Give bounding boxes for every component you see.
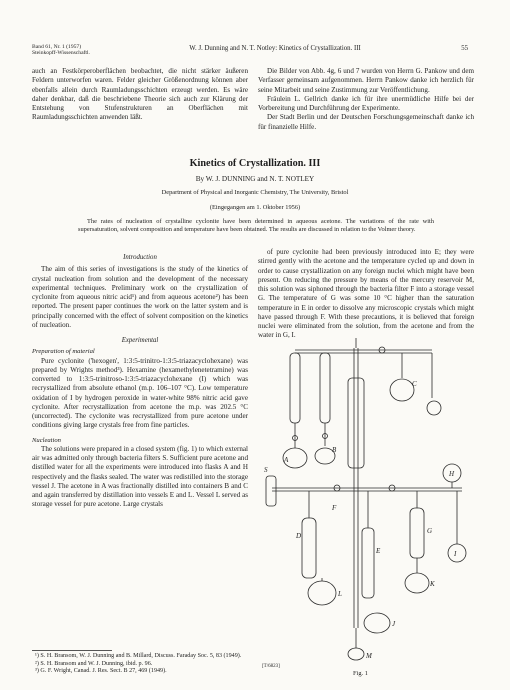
footnote: ²) S. H. Bransom and W. J. Dunning, ibid. p. 96. — [35, 660, 153, 667]
footnote: ³) G. F. Wright, Canad. J. Res. Sect. B 27, 469 (1949). — [35, 668, 167, 675]
section-heading-experimental: Experimental — [121, 337, 159, 344]
subsection-heading-nucleation: Nucleation — [32, 436, 61, 444]
previous-article-ending — [32, 67, 248, 123]
figure-label: K — [430, 580, 435, 588]
received-date: (Eingegangen am 1. Oktober 1956) — [209, 204, 301, 211]
footnote-rule — [32, 650, 112, 651]
running-title: W. J. Dunning and N. T. Notley: Kinetics of Crystallization. III — [189, 45, 361, 52]
figure-caption: Fig. 1 — [353, 670, 368, 677]
journal-line-2: Steinkopff-Wissenschaftl. — [32, 50, 90, 57]
figure-label: E — [376, 547, 381, 555]
abstract-text: The rates of nucleation of crystalline cyclonite have been determined in aqueous acetone. The variations of the rate with supersaturation, solvent composition and temperature have been obtained. The results are discussed in relation to the Volmer theory. — [78, 218, 434, 234]
paragraph: auch an Festkörperoberflächen beobachtet, die nicht stärker äußeren Feldern unterworfen waren. Felder gleicher Größenordnung können aber ebenfalls allein durch Raumladungsschichten erzeugt werden. Es wäre daher denkbar, daß die beschriebene Theorie sich auch zur Klärung der Entstehung von Stufenstrukturen an Oberflächen mit Raumladungsschichten anwenden läßt. — [32, 67, 248, 122]
right-column — [258, 248, 474, 341]
subsection-heading-preparation: Preparation of material — [32, 348, 95, 356]
figure-label: B — [332, 446, 337, 454]
left-column — [32, 253, 248, 510]
page-number: 55 — [461, 45, 468, 52]
abstract — [78, 218, 434, 234]
paragraph: Fräulein L. Gellrich danke ich für ihre unermüdliche Hilfe bei der Vorbereitung und Durchführung der Experimente. — [258, 94, 474, 112]
section-heading-introduction: Introduction — [123, 254, 157, 261]
paragraph: Der Stadt Berlin und der Deutschen Forschungsgemeinschaft danke ich für finanzielle Hilfe. — [258, 113, 474, 131]
figure-label: J — [392, 620, 396, 628]
article-authors: By W. J. DUNNING and N. T. NOTLEY — [195, 175, 315, 183]
journal-info — [32, 44, 90, 57]
journal-line-1: Band 61, Nr. 1 (1957) — [32, 44, 82, 50]
footnotes — [32, 653, 248, 676]
figure-label: S — [264, 466, 268, 474]
paragraph: Die Bilder von Abb. 4g, 6 und 7 wurden von Herrn G. Pankow und dem Verfasser gemeinsam aufgenommen. Herrn Pankow danke ich herzlich für seine Mitarbeit und seine Zustimmung zur Veröffentlichung. — [258, 67, 474, 94]
figure-label: F — [332, 504, 337, 512]
paragraph: Pure cyclonite ('hexogen', 1:3:5-trinitro-1:3:5-triazacyclohexane) was prepared by Wrights method³). Hexamine (hexamethylenetetramine) was converted to 1:3:5-trinitroso-1:3:5-triazacyclohexane (I) which was recrystallized from absolute ethanol (m.p. 106–107 °C). Low temperature oxidation of I by hydrogen peroxide in water-white 98% nitric acid gave cyclonite. After recrystallization from acetone the m.p. was 202.5 °C (uncorrected). The cyclonite was recrystallized from pure acetone under conditions giving large crystals free from fine particles. — [32, 356, 248, 430]
paragraph: of pure cyclonite had been previously introduced into E; they were stirred gently with the acetone and the temperature cycled up and down in order to cause crystallization on any foreign nuclei which might have been present. On reducing the pressure by means of the mercury reservoir M, this solution was siphoned through the bacteria filter F into a storage vessel G. The temperature of G was some 10 °C higher than the saturation temperature in E in order to dissolve any microscopic crystals which might have passed through F. With these precautions, it is believed that foreign nuclei were eliminated from the solution, from the acetone and from the water in G, I. — [258, 248, 474, 340]
figure-label: G — [427, 527, 433, 535]
figure-label: M — [366, 652, 372, 660]
figure-code: [T/6823] — [262, 664, 280, 669]
article-title: Kinetics of Crystallization. III — [189, 158, 321, 169]
figure-label: L — [338, 590, 342, 598]
apparatus-figure — [262, 338, 472, 668]
figure-label: I — [454, 550, 457, 558]
figure-label: D — [296, 532, 302, 540]
figure-label: C — [412, 380, 417, 388]
paragraph: The aim of this series of investigations is the study of the kinetics of crystal nucleation from solution and the development of the necessary experimental techniques. Preliminary work on the crystallization of cyclonite from aqueous nitric acid¹) and from aqueous acetone²) has been reported. The present paper continues the work on the latter system and is principally concerned with the effect of solvent composition on the kinetics of nucleation. — [32, 265, 248, 329]
figure-label: A — [284, 456, 289, 464]
footnote: ¹) S. H. Bransom, W. J. Dunning and B. Millard, Discuss. Faraday Soc. 5, 83 (1949). — [35, 653, 242, 659]
acknowledgements — [258, 67, 474, 132]
figure-label: H — [449, 470, 455, 478]
author-affiliation: Department of Physical and Inorganic Chemistry, The University, Bristol — [161, 189, 349, 196]
paragraph: The solutions were prepared in a closed system (fig. 1) to which external air was admitted only through bacteria filters S. Sufficient pure acetone and distilled water for all the experiments were introduced into flasks A and H respectively and the flasks sealed. The water was redistilled into the storage vessel J. The acetone in A was fractionally distilled into containers B and C and again transferred by distillation into vessels E and L. Vessel L served as storage vessel for pure acetone. Large crystals — [32, 444, 248, 509]
